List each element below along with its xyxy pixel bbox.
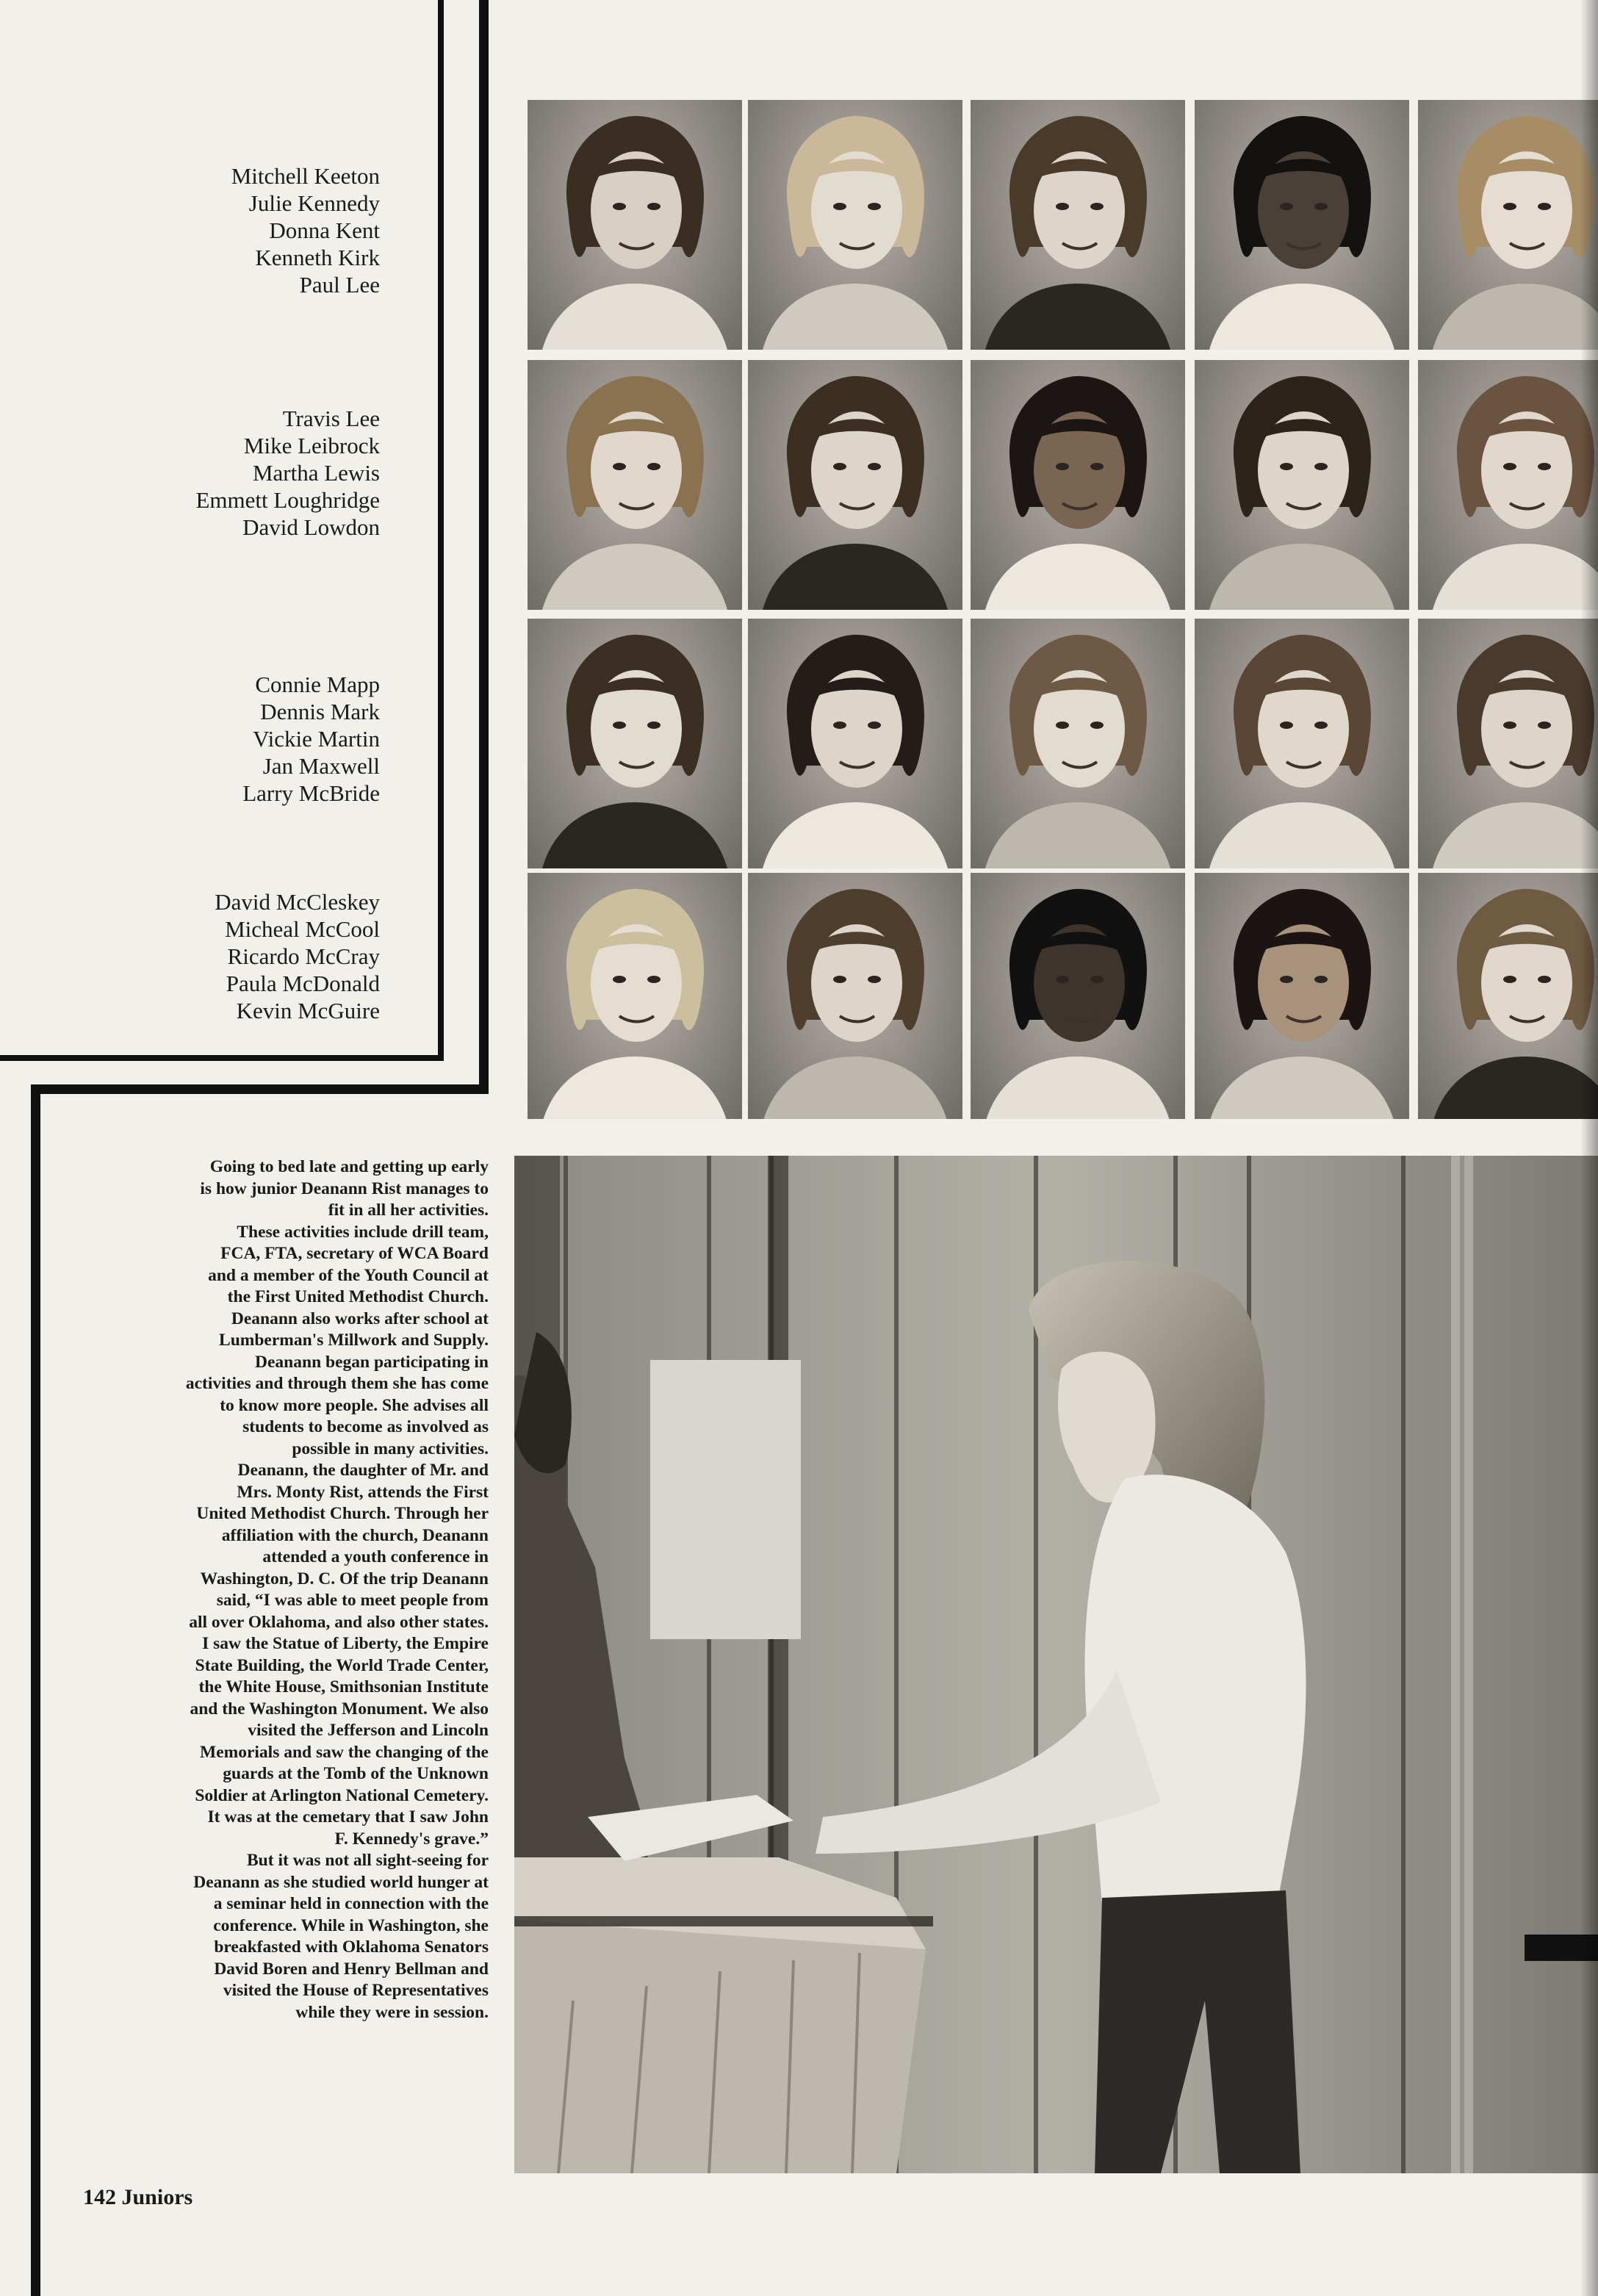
student-portrait: [748, 360, 962, 610]
student-name: Ricardo McCray: [227, 943, 380, 969]
student-name: Micheal McCool: [225, 916, 380, 942]
name-list-row-3: [115, 671, 380, 807]
student-name: Julie Kennedy: [248, 190, 380, 216]
student-name: Jan Maxwell: [262, 753, 380, 779]
student-name: Mitchell Keeton: [231, 163, 380, 189]
student-portrait: [748, 100, 962, 350]
student-name: Emmett Loughridge: [195, 487, 380, 513]
student-portrait: [528, 360, 742, 610]
student-name: Kevin McGuire: [236, 998, 380, 1023]
frame-line-upper-horizontal: [0, 1055, 444, 1061]
student-name: Martha Lewis: [252, 460, 380, 486]
student-portrait: [528, 100, 742, 350]
student-portrait: [748, 873, 962, 1119]
student-name: Dennis Mark: [260, 699, 380, 724]
frame-line-lower-horizontal: [31, 1084, 489, 1094]
student-name: David McCleskey: [215, 889, 380, 915]
frame-line-upper-vertical-outer: [438, 0, 444, 1061]
student-portrait: [1195, 873, 1409, 1119]
student-portrait: [971, 873, 1185, 1119]
student-name: Travis Lee: [282, 406, 380, 431]
student-name: Paula McDonald: [226, 971, 380, 996]
binding-shadow: [1580, 0, 1598, 2296]
student-portrait: [1418, 100, 1598, 350]
student-name: Larry McBride: [242, 780, 380, 806]
student-portrait: [971, 100, 1185, 350]
feature-story: Going to bed late and getting up early is how junior Deanann Rist manages to fit in all her activities. These activities include drill team, FCA, FTA, secretary of WCA Board and a member of the Youth Council at the First United Methodist Church. Deanann also works after school at Lumberman's Millwork and Supply. Deanann began participating in activities and through them she has come to know more people. She advises all students to become as involved as possible in many activities. Deanann, the daughter of Mr. and Mrs. Monty Rist, attends the First United Methodist Church. Through her affiliation with the church, Deanann attended a youth conference in Washington, D. C. Of the trip Deanann said, “I was able to meet people from all over Oklahoma, and also other states. I saw the Statue of Liberty, the Empire State Building, the World Trade Center, the White House, Smithsonian Institute and the Washington Monument. We also visited the Jefferson and Lincoln Memorials and saw the changing of the guards at the Tomb of the Unknown Soldier at Arlington National Cemetery. It was at the cemetary that I saw John F. Kennedy's grave.” But it was not all sight-seeing for Deanann as she studied world hunger at a seminar held in connection with the conference. While in Washington, she breakfasted with Oklahoma Senators David Boren and Henry Bellman and visited the House of Representatives while they were in session.: [185, 1157, 489, 2022]
frame-line-lower-vertical: [31, 1084, 40, 2296]
student-name: Connie Mapp: [255, 672, 380, 697]
student-portrait: [528, 873, 742, 1119]
student-name: David Lowdon: [242, 514, 380, 540]
name-list-row-1: [115, 162, 380, 298]
name-list-row-2: [115, 405, 380, 541]
student-portrait: [971, 360, 1185, 610]
student-name: Mike Leibrock: [243, 433, 380, 458]
student-portrait: [1418, 619, 1598, 868]
page-folio: 142 Juniors: [83, 2185, 193, 2209]
frame-line-upper-vertical-inner: [479, 0, 489, 1090]
student-name: Donna Kent: [269, 217, 380, 243]
student-portrait: [1418, 873, 1598, 1119]
student-portrait: [528, 619, 742, 868]
feature-photo: [514, 1156, 1598, 2173]
student-portrait: [1195, 100, 1409, 350]
portrait-grid: [528, 100, 1598, 1119]
student-portrait: [1195, 360, 1409, 610]
name-list-row-4: [115, 888, 380, 1024]
student-portrait: [1195, 619, 1409, 868]
student-name: Vickie Martin: [253, 726, 380, 752]
student-name: Paul Lee: [299, 272, 380, 298]
student-portrait: [748, 619, 962, 868]
student-portrait: [1418, 360, 1598, 610]
student-portrait: [971, 619, 1185, 868]
student-name: Kenneth Kirk: [255, 245, 380, 270]
